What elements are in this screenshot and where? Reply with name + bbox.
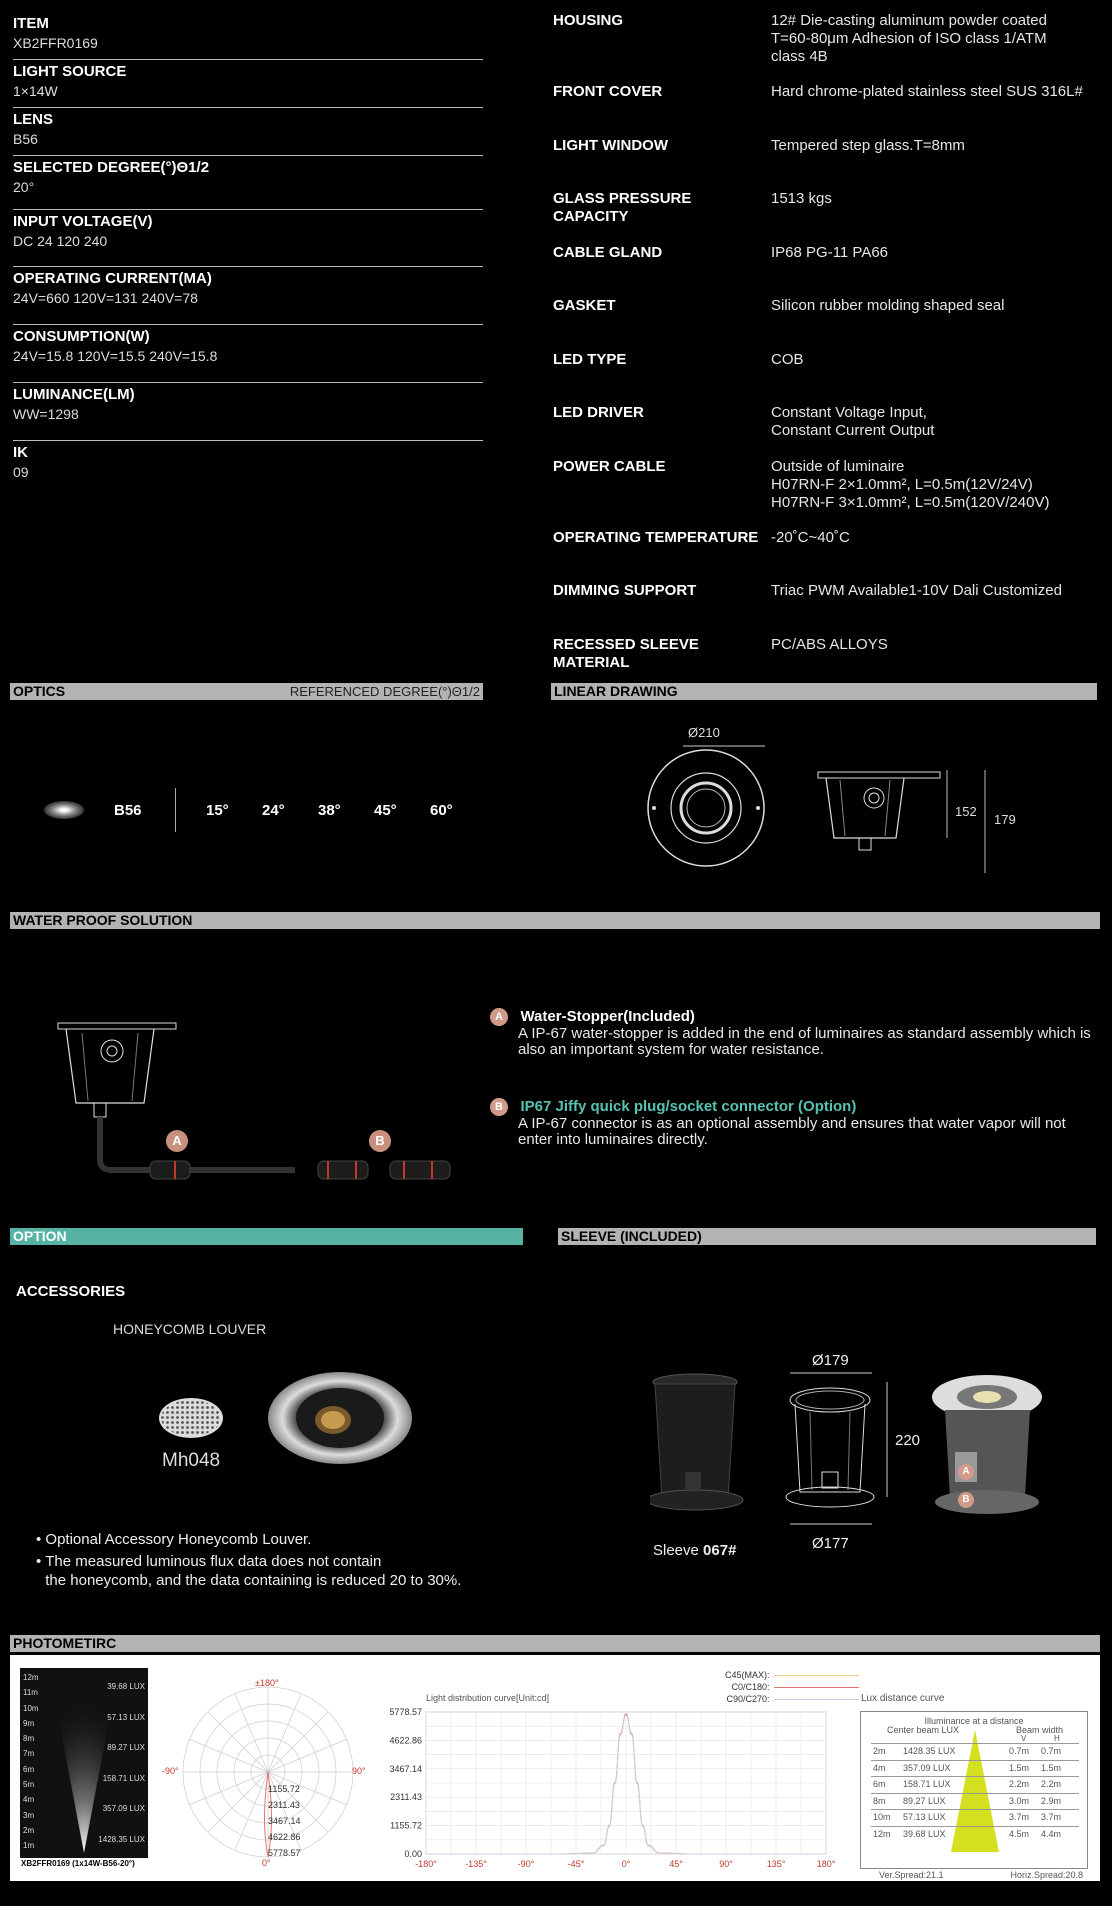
hor-spread: Horiz.Spread:20.8 — [1010, 1870, 1083, 1880]
lux-table-title: Illuminance at a distance — [924, 1716, 1024, 1726]
linear-drawing-bar — [551, 683, 1097, 700]
waterproof-a-title: Water-Stopper(Included) — [520, 1008, 695, 1025]
spec-row — [13, 60, 483, 108]
optic-degree: 15° — [206, 801, 229, 819]
spec-key: LENS — [13, 111, 54, 128]
waterproof-badge-a: A — [166, 1130, 188, 1152]
waterproof-bar — [10, 912, 1100, 929]
spec-value: 24V=15.8 120V=15.5 240V=15.8 — [13, 348, 218, 364]
legend-label: C0/C180: — [731, 1682, 770, 1692]
sleeve-bar — [558, 1228, 1096, 1245]
optics-referenced-degree: REFERENCED DEGREE(°)Θ1/2 — [289, 684, 480, 699]
sleeve-badge-b: B — [958, 1492, 974, 1508]
lux-h-width: 3.7m — [1041, 1812, 1062, 1823]
lux-value: 39.68 LUX — [903, 1828, 946, 1839]
spec-row — [553, 137, 1108, 191]
beam-lux: 357.09 LUX — [102, 1804, 145, 1814]
lux-distance: 12m — [873, 1828, 891, 1839]
spec-key: FRONT COVER — [553, 83, 663, 100]
waterproof-drawing — [50, 1015, 480, 1190]
optics-bar — [10, 683, 483, 700]
spec-row — [13, 12, 483, 60]
lux-rows — [871, 1743, 1079, 1843]
lux-v-width: 1.5m — [1009, 1762, 1030, 1773]
louver-code: Mh048 — [162, 1450, 221, 1471]
spec-key: RECESSED SLEEVE MATERIAL — [553, 635, 699, 671]
ver-spread: Ver.Spread:21.1 — [879, 1870, 944, 1880]
spec-key: GASKET — [553, 297, 616, 314]
badge-b-icon: B — [490, 1098, 508, 1116]
lux-h-width: 4.4m — [1041, 1828, 1062, 1839]
option-note-1: • Optional Accessory Honeycomb Louver. — [36, 1531, 312, 1548]
polar-value: 5778.57 — [268, 1848, 301, 1858]
beam-lux: 158.71 LUX — [102, 1773, 145, 1783]
spec-value: DC 24 120 240 — [13, 233, 108, 249]
spec-key: SELECTED DEGREE(°)Θ1/2 — [13, 159, 210, 176]
beam-distance: 4m — [23, 1795, 35, 1805]
spec-key: LIGHT SOURCE — [13, 63, 127, 80]
lux-h-width: 1.5m — [1041, 1762, 1062, 1773]
waterproof-b-title: IP67 Jiffy quick plug/socket connector (Option) — [520, 1098, 857, 1115]
spec-key: CABLE GLAND — [553, 243, 663, 261]
legend-label: C45(MAX): — [725, 1670, 770, 1680]
lux-distance: 6m — [873, 1779, 886, 1790]
beam-distance: 3m — [23, 1810, 35, 1820]
x-tick-label: -90° — [517, 1859, 535, 1869]
waterproof-title: WATER PROOF SOLUTION — [13, 912, 193, 928]
lux-h: H — [1054, 1734, 1060, 1743]
y-tick-label: 3467.14 — [389, 1763, 422, 1774]
beam-image — [20, 1668, 148, 1869]
option-note-2: • The measured luminous flux data does not contain the honeycomb, and the data containing is reduced 20 to 30%. — [36, 1553, 462, 1589]
spec-row — [13, 325, 483, 383]
waterproof-b-text: A IP-67 connector is as an optional assembly and ensures that water vapor will not enter into luminaires directly. — [518, 1115, 1066, 1148]
spec-value: Triac PWM Available1-10V Dali Customized — [771, 582, 1062, 599]
polar-right-label: 90° — [352, 1766, 366, 1776]
spec-value: -20˚C~40˚C — [771, 528, 850, 546]
spec-right-table — [553, 12, 1108, 689]
linear-height-2: 179 — [994, 812, 1016, 827]
y-tick-label: 0.00 — [404, 1849, 422, 1859]
waterproof-b-block — [490, 1098, 1100, 1148]
waterproof-a-text: A IP-67 water-stopper is added in the end of luminaires as standard assembly which is also an important system for water resistance. — [518, 1025, 1091, 1058]
y-tick-label: 5778.57 — [389, 1707, 422, 1717]
spec-key: OPERATING CURRENT(MA) — [13, 270, 212, 287]
option-title: OPTION — [13, 1228, 67, 1244]
spec-key: ITEM — [13, 15, 49, 32]
beam-distance: 12m — [23, 1673, 39, 1682]
spec-row — [553, 351, 1108, 405]
spec-row — [553, 458, 1108, 529]
spec-row — [553, 636, 1108, 690]
lux-h-width: 0.7m — [1041, 1746, 1062, 1756]
optic-degree: 38° — [318, 801, 341, 819]
accessories-heading: ACCESSORIES — [16, 1283, 126, 1300]
polar-value: 4622.86 — [268, 1832, 301, 1842]
spec-row — [13, 108, 483, 156]
spec-left-table — [13, 12, 483, 489]
beam-distance: 5m — [23, 1780, 35, 1790]
beam-distance: 8m — [23, 1734, 35, 1744]
spec-value: Constant Voltage Input, Constant Current Output — [771, 404, 935, 439]
spec-value: 12# Die-casting aluminum powder coated T=60-80μm Adhesion of ISO class 1/ATM class 4B — [771, 12, 1047, 65]
linear-drawing — [640, 740, 1060, 875]
lux-distance: 2m — [873, 1746, 886, 1756]
spec-row — [553, 244, 1108, 298]
lux-title: Lux distance curve — [861, 1693, 945, 1704]
legend-swatch — [774, 1675, 859, 1676]
spec-value: Hard chrome-plated stainless steel SUS 316L# — [771, 83, 1083, 100]
y-tick-label: 1155.72 — [390, 1820, 422, 1831]
spec-row — [553, 190, 1108, 244]
spec-key: DIMMING SUPPORT — [553, 582, 697, 599]
polar-values — [268, 1781, 301, 1861]
spec-value: 1×14W — [13, 83, 58, 99]
sleeve-drawing — [650, 1372, 1050, 1527]
legend-swatch — [774, 1687, 859, 1688]
polar-value: 3467.14 — [268, 1816, 301, 1826]
spec-value: PC/ABS ALLOYS — [771, 635, 888, 653]
spec-value: XB2FFR0169 — [13, 35, 98, 51]
lux-row — [871, 1743, 1079, 1760]
optics-row — [44, 792, 142, 828]
lux-v-width: 0.7m — [1009, 1746, 1030, 1756]
beam-distance: 9m — [23, 1718, 35, 1728]
x-tick-label: -135° — [465, 1859, 487, 1869]
lux-row — [871, 1760, 1079, 1777]
spec-row — [553, 529, 1108, 583]
spec-key: LIGHT WINDOW — [553, 136, 668, 154]
lux-col1: Center beam LUX — [887, 1725, 960, 1735]
lux-row — [871, 1826, 1079, 1843]
optics-lens-name: B56 — [114, 801, 142, 819]
spec-value: 20° — [13, 179, 35, 195]
lux-distance: 10m — [873, 1812, 891, 1823]
lux-value: 57.13 LUX — [903, 1812, 946, 1823]
spec-row — [553, 404, 1108, 458]
spec-value: 1513 kgs — [771, 190, 832, 207]
x-tick-label: 180° — [816, 1859, 836, 1869]
lux-value: 1428.35 LUX — [903, 1746, 956, 1756]
beam-lux: 1428.35 LUX — [98, 1834, 145, 1844]
spec-key: IK — [13, 444, 28, 461]
lux-v-width: 3.7m — [1009, 1812, 1030, 1823]
x-tick-label: 135° — [766, 1859, 786, 1869]
optics-title: OPTICS — [13, 683, 66, 699]
lux-v-width: 2.2m — [1009, 1779, 1030, 1790]
photometric-bar — [10, 1635, 1100, 1652]
lux-distance: 4m — [873, 1762, 886, 1773]
x-tick-label: 90° — [719, 1859, 733, 1869]
beam-distance: 7m — [23, 1749, 35, 1759]
lux-row — [871, 1776, 1079, 1793]
beam-lux-labels — [98, 1672, 145, 1856]
sleeve-d-top: Ø179 — [812, 1352, 849, 1369]
legend-item — [725, 1669, 859, 1681]
x-tick-label: -45° — [567, 1859, 585, 1869]
polar-bottom-label: 0° — [262, 1858, 271, 1868]
y-tick-label: 4622.86 — [389, 1735, 422, 1746]
lux-row — [871, 1793, 1079, 1810]
spec-key: POWER CABLE — [553, 457, 666, 475]
spec-value: Outside of luminaire H07RN-F 2×1.0mm², L=0.5m(12V/24V) H07RN-F 3×1.0mm², L=0.5m(120V/240V) — [771, 457, 1050, 511]
beam-lux: 89.27 LUX — [107, 1743, 145, 1753]
polar-left-label: -90° — [162, 1766, 179, 1776]
optic-degree: 60° — [430, 801, 453, 819]
sleeve-badge-a: A — [958, 1464, 974, 1480]
lux-value: 158.71 LUX — [903, 1779, 951, 1790]
badge-a-icon: A — [490, 1008, 508, 1026]
spec-row — [13, 383, 483, 441]
lux-v-width: 4.5m — [1009, 1828, 1030, 1839]
x-tick-label: -180° — [415, 1859, 437, 1869]
spec-row — [553, 297, 1108, 351]
lux-col2: Beam width — [1016, 1725, 1064, 1735]
spec-key: INPUT VOLTAGE(V) — [13, 213, 153, 230]
spec-row — [13, 210, 483, 267]
spec-row — [553, 582, 1108, 636]
photometric-title: PHOTOMETIRC — [13, 1635, 117, 1651]
lux-h-width: 2.2m — [1041, 1779, 1062, 1790]
waterproof-badge-b: B — [369, 1130, 391, 1152]
beam-caption: XB2FFR0169 (1x14W-B56-20°) — [20, 1858, 148, 1869]
spec-value: 24V=660 120V=131 240V=78 — [13, 290, 198, 306]
louver-label: HONEYCOMB LOUVER — [113, 1321, 267, 1337]
optics-degrees — [206, 792, 486, 828]
x-tick-label: 45° — [669, 1859, 683, 1869]
spec-key: CONSUMPTION(W) — [13, 328, 150, 345]
beam-distance: 2m — [23, 1825, 35, 1835]
spec-key: OPERATING TEMPERATURE — [553, 528, 759, 546]
spec-value: B56 — [13, 131, 38, 147]
spec-value: Tempered step glass.T=8mm — [771, 136, 965, 154]
option-notes — [36, 1530, 461, 1590]
legend-item — [725, 1681, 859, 1693]
optic-degree: 45° — [374, 801, 397, 819]
lens-icon — [44, 801, 84, 819]
spec-row — [553, 83, 1108, 137]
sleeve-d-bottom: Ø177 — [812, 1535, 849, 1552]
lux-distance: 8m — [873, 1795, 886, 1806]
waterproof-a-block — [490, 1008, 1100, 1058]
beam-distance: 11m — [23, 1688, 38, 1698]
spec-value: WW=1298 — [13, 406, 79, 422]
spec-key: GLASS PRESSURE CAPACITY — [553, 190, 692, 225]
polar-top-label: ±180° — [255, 1678, 279, 1688]
light-distribution-chart — [380, 1700, 840, 1880]
lux-value: 89.27 LUX — [903, 1795, 946, 1806]
lux-v: V — [1021, 1734, 1027, 1743]
linear-diameter-label: Ø210 — [688, 725, 720, 740]
beam-lux: 57.13 LUX — [107, 1712, 145, 1722]
lux-v-width: 3.0m — [1009, 1795, 1030, 1806]
spec-key: LUMINANCE(LM) — [13, 386, 135, 403]
beam-distance-labels — [23, 1670, 39, 1854]
beam-lux: 39.68 LUX — [107, 1682, 145, 1691]
beam-distance: 10m — [23, 1703, 39, 1713]
sleeve-label: Sleeve 067# — [653, 1542, 737, 1559]
sleeve-code: 067# — [703, 1542, 737, 1559]
option-bar — [10, 1228, 523, 1245]
lux-h-width: 2.9m — [1041, 1795, 1062, 1806]
optic-degree: 24° — [262, 801, 285, 819]
sleeve-height: 220 — [895, 1432, 921, 1449]
spec-row — [553, 12, 1108, 83]
spec-key: HOUSING — [553, 12, 624, 29]
polar-value: 2311.43 — [268, 1800, 300, 1810]
spec-value: 09 — [13, 464, 29, 480]
beam-distance: 1m — [23, 1841, 35, 1851]
lux-value: 357.09 LUX — [903, 1762, 951, 1773]
spec-row — [13, 441, 483, 489]
beam-distance: 6m — [23, 1764, 35, 1774]
sleeve-title: SLEEVE (INCLUDED) — [561, 1228, 702, 1244]
y-tick-label: 2311.43 — [390, 1792, 422, 1803]
linear-drawing-title: LINEAR DRAWING — [554, 683, 678, 699]
linear-height-1: 152 — [955, 804, 977, 819]
spec-key: LED DRIVER — [553, 404, 644, 421]
lux-table-box — [860, 1711, 1088, 1880]
legend-label: C90/C270: — [726, 1694, 770, 1704]
x-tick-label: 0° — [621, 1859, 631, 1869]
spec-row — [13, 267, 483, 325]
spec-value: COB — [771, 350, 804, 368]
spec-row — [13, 156, 483, 210]
polar-value: 1155.72 — [268, 1784, 300, 1794]
optics-divider — [175, 788, 176, 832]
spec-key: LED TYPE — [553, 350, 627, 368]
curve-title: Light distribution curve[Unit:cd] — [426, 1693, 550, 1703]
spec-value: IP68 PG-11 PA66 — [771, 243, 889, 261]
spec-value: Silicon rubber molding shaped seal — [771, 297, 1005, 314]
lux-row — [871, 1809, 1079, 1826]
